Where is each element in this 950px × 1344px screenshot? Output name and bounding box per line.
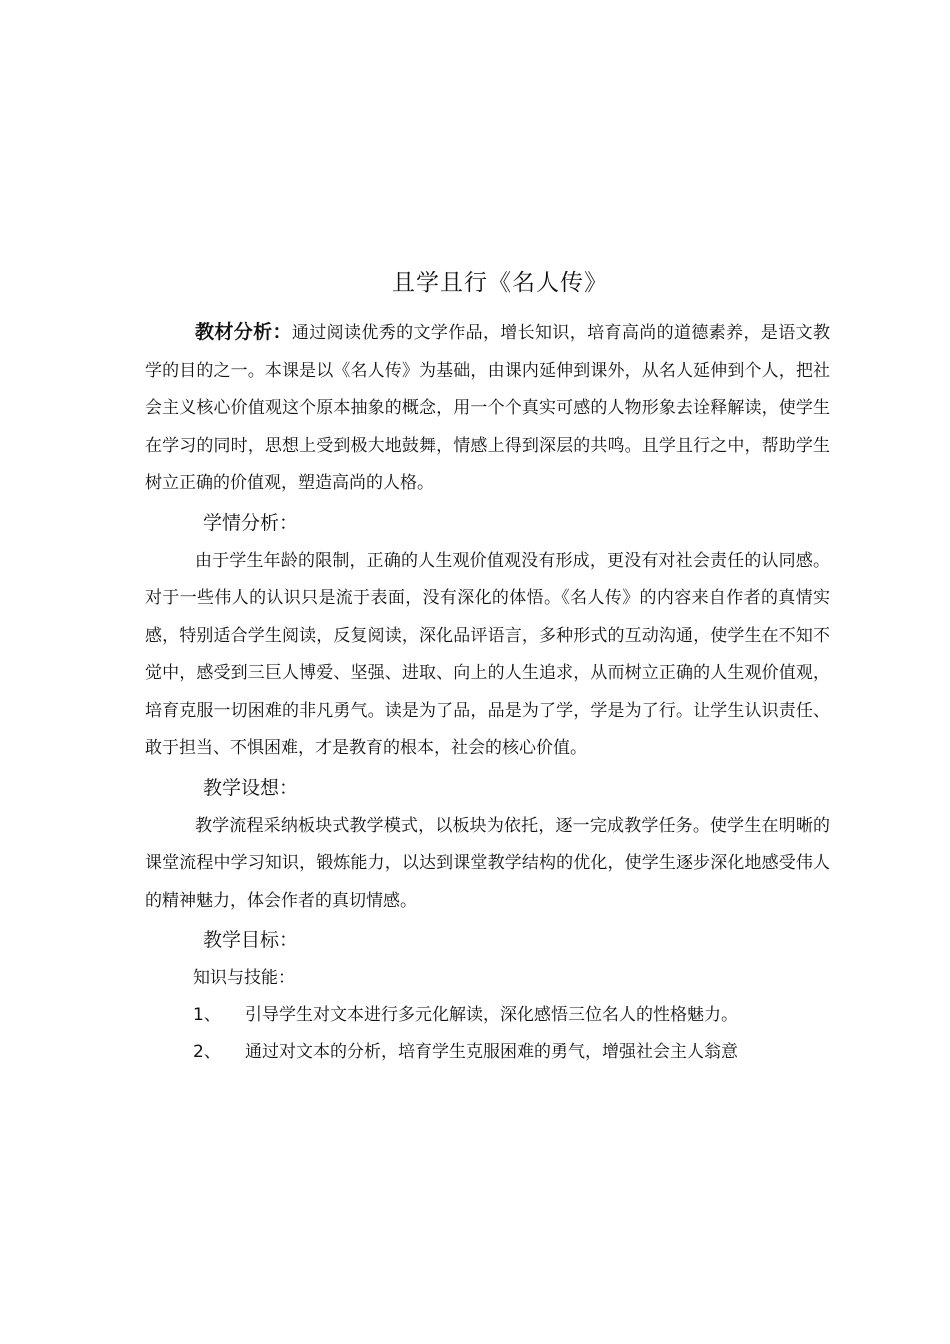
knowledge-skills-heading: 知识与技能： — [193, 968, 295, 988]
textbook-analysis-paragraph — [145, 314, 830, 503]
goal-item-number: 1、 — [193, 1005, 221, 1025]
goal-item-number: 2、 — [193, 1042, 221, 1062]
teaching-design-text: 教学流程采纳板块式教学模式，以板块为依托，逐一完成教学任务。使学生在明晰的课堂流程中学习知识，锻炼能力，以达到课堂教学结构的优化，使学生逐步深化地感受伟人的精神魅力，体会作者的真切情感。 — [145, 815, 830, 911]
teaching-design-heading: 教学设想： — [203, 776, 299, 799]
teaching-goals-heading: 教学目标： — [203, 929, 299, 951]
document-title: 且学且行《名人传》 — [392, 270, 608, 296]
textbook-analysis-text: 通过阅读优秀的文学作品，增长知识，培育高尚的道德素养，是语文教学的目的之一。本课是以《名人传》为基础，由课内延伸到课外，从名人延伸到个人，把社会主义核心价值观这个原本抽象的概念，用一个个真实可感的人物形象去诠释解读，使学生在学习的同时，思想上受到极大地鼓舞，情感上得到深层的共鸣。且学且行之中，帮助学生树立正确的价值观，塑造高尚的人格。 — [145, 323, 830, 493]
student-analysis-heading: 学情分析： — [203, 511, 299, 534]
student-analysis-text: 由于学生年龄的限制，正确的人生观价值观没有形成，更没有对社会责任的认同感。对于一些伟人的认识只是流于表面，没有深化的体悟。《名人传》的内容来自作者的真情实感，特别适合学生阅读，反复阅读，深化品评语言，多种形式的互动沟通，使学生在不知不觉中，感受到三巨人博爱、坚强、进取、向上的人生追求，从而树立正确的人生观价值观，培育克服一切困难的非凡勇气。读是为了品，品是为了学，学是为了行。让学生认识责任、敢于担当、不惧困难，才是教育的根本，社会的核心价值。 — [145, 550, 830, 758]
goal-item-text: 引导学生对文本进行多元化解读，深化感悟三位名人的性格魅力。 — [245, 1005, 738, 1025]
textbook-analysis-heading: 教材分析： — [195, 321, 292, 343]
goal-item-2 — [145, 1034, 830, 1071]
goal-item-1 — [145, 997, 830, 1034]
goal-item-text: 通过对文本的分析，培育学生克服困难的勇气，增强社会主人翁意 — [245, 1042, 738, 1062]
document-body — [145, 314, 830, 1071]
